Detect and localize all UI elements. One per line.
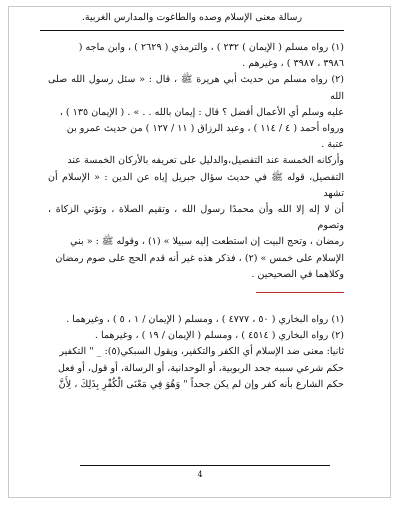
footnote-separator	[256, 292, 344, 293]
text-line: (١) رواه مسلم ( الإيمان ) ٢٣٢ ) ، والترمذي ( ٢٦٢٩ ) ، وابن ماجه (	[78, 42, 344, 53]
text-line: عتبة .	[321, 139, 344, 151]
running-header: رسالة معنى الإسلام وصده والطاغوت والمدارس الغربية.	[81, 12, 303, 23]
text-line: حكم شرعي سببه جحد الربوبية، أو الوحدانية، أو الرسالة، أو قول، أو فعل	[58, 362, 344, 374]
text-line: وكلاهما في الصحيحين .	[251, 268, 344, 280]
text-line: (١) رواه البخاري ( ٥٠ ، ٤٧٧٧ ) ، ومسلم ( الإيمان / ١ ، ٥ ) ، وغيرهما .	[66, 314, 344, 325]
text-line: رمضان ، وتحج البيت إن استطعت إليه سبيلا » (١) ، وقوله ﷺ : « بني	[70, 236, 344, 248]
footnotes-block	[48, 312, 344, 393]
text-line: أن لا إله إلا الله وأن محمدًا رسول الله ، وتقيم الصلاة ، وتؤتي الزكاة ، وتصوم	[48, 204, 344, 232]
text-line: التفصيل، قوله ﷺ في حديث سؤال جبريل إياه عن الدين : « الإسلام أن تشهد	[48, 171, 344, 199]
text-line: ثانيا: معنى ضد الإسلام أي الكفر والتكفير، ويقول السبكي(٥): _ " التكفير	[59, 346, 344, 358]
text-line: عليه وسلم أي الأعمال أفضل ؟ قال : إيمان بالله . . » . ( الإيمان ١٣٥ ) ،	[59, 106, 344, 118]
text-line: ورواه أحمد ( ٤ / ١١٤ ) ، وعبد الرزاق ( ١١ / ١٢٧ ) من حديث عمرو بن	[66, 123, 344, 135]
main-text-block	[48, 40, 344, 283]
text-line: ٣٩٨٦ ، ٣٩٨٧ ) ، وغيرهم .	[242, 58, 344, 70]
text-line: حكم الشارع بأنه كفر وإن لم يكن جحداً " وَهُوَ فِي مَعْنَى الْكُفْرِ بِذَلِكَ ، لِأَنَّ	[58, 378, 344, 390]
page-number: 4	[197, 470, 203, 479]
footer-rule	[80, 465, 330, 466]
header-rule	[40, 30, 344, 31]
text-line: الإسلام على خمس » (٢) ، فذكر هذه غير أنه قدم الحج على صوم رمضان	[55, 252, 344, 264]
text-line: (٢) رواه البخاري ( ٤٥١٤ ) ، ومسلم ( الإيمان / ١٩ ) ، وغيرهما .	[94, 330, 344, 342]
text-line: وأركانه الخمسة عند التفصيل،والدليل على تعريفه بالأركان الخمسة عند	[67, 155, 344, 167]
text-line: (٢) رواه مسلم من حديث أبي هريرة ﷺ ، قال : « سئل رسول الله صلى الله	[48, 74, 344, 102]
